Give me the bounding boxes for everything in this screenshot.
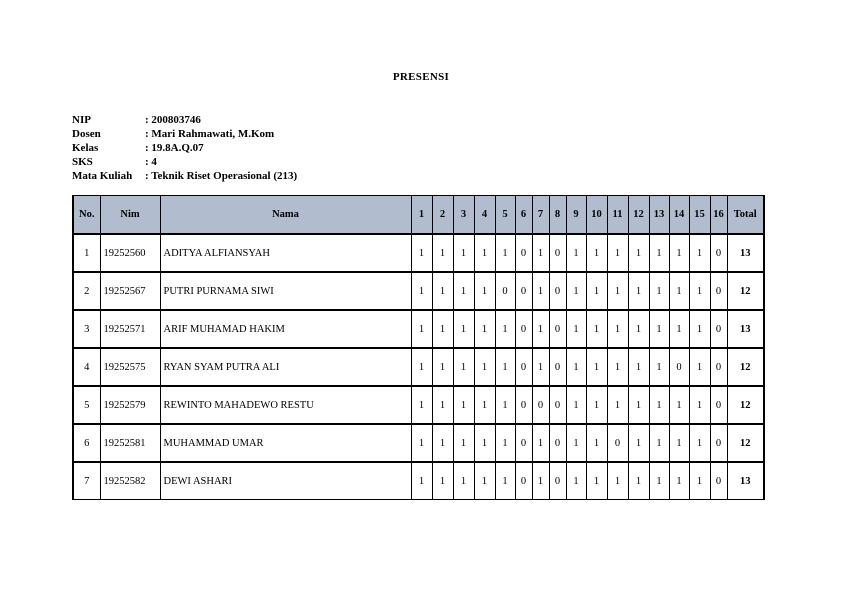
session-mark: 1 bbox=[689, 272, 710, 310]
row-nama: DEWI ASHARI bbox=[160, 462, 411, 500]
row-total: 13 bbox=[727, 462, 764, 500]
session-mark: 1 bbox=[586, 310, 607, 348]
row-no: 1 bbox=[73, 234, 100, 272]
row-total: 13 bbox=[727, 234, 764, 272]
meta-value: : Teknik Riset Operasional (213) bbox=[145, 170, 298, 182]
session-mark: 1 bbox=[432, 272, 453, 310]
row-no: 3 bbox=[73, 310, 100, 348]
session-mark: 1 bbox=[453, 424, 474, 462]
session-mark: 1 bbox=[607, 310, 628, 348]
session-mark: 1 bbox=[628, 424, 649, 462]
session-mark: 1 bbox=[607, 462, 628, 500]
header-nim: Nim bbox=[100, 196, 160, 235]
session-mark: 1 bbox=[586, 424, 607, 462]
row-total: 12 bbox=[727, 386, 764, 424]
row-nim: 19252560 bbox=[100, 234, 160, 272]
session-mark: 1 bbox=[532, 234, 549, 272]
session-mark: 1 bbox=[689, 462, 710, 500]
session-mark: 1 bbox=[474, 310, 495, 348]
meta-row-mata-kuliah bbox=[72, 169, 297, 183]
session-mark: 1 bbox=[649, 310, 669, 348]
session-mark: 1 bbox=[669, 234, 689, 272]
header-session-7: 7 bbox=[532, 196, 549, 235]
row-nim: 19252582 bbox=[100, 462, 160, 500]
meta-label: Mata Kuliah bbox=[72, 170, 133, 182]
header-session-8: 8 bbox=[549, 196, 566, 235]
meta-value: : 200803746 bbox=[145, 114, 201, 126]
header-session-5: 5 bbox=[495, 196, 515, 235]
session-mark: 1 bbox=[432, 348, 453, 386]
row-nim: 19252579 bbox=[100, 386, 160, 424]
session-mark: 1 bbox=[607, 272, 628, 310]
session-mark: 1 bbox=[453, 386, 474, 424]
page-title: PRESENSI bbox=[392, 71, 450, 83]
session-mark: 1 bbox=[495, 424, 515, 462]
session-mark: 1 bbox=[432, 462, 453, 500]
session-mark: 1 bbox=[689, 310, 710, 348]
header-session-12: 12 bbox=[628, 196, 649, 235]
table-row bbox=[73, 234, 764, 272]
row-nim: 19252571 bbox=[100, 310, 160, 348]
header-session-11: 11 bbox=[607, 196, 628, 235]
session-mark: 0 bbox=[515, 272, 532, 310]
session-mark: 1 bbox=[432, 310, 453, 348]
row-no: 6 bbox=[73, 424, 100, 462]
session-mark: 1 bbox=[628, 272, 649, 310]
session-mark: 0 bbox=[607, 424, 628, 462]
row-nim: 19252581 bbox=[100, 424, 160, 462]
session-mark: 1 bbox=[566, 310, 586, 348]
session-mark: 1 bbox=[566, 424, 586, 462]
table-header-row bbox=[73, 196, 764, 235]
row-nama: RYAN SYAM PUTRA ALI bbox=[160, 348, 411, 386]
session-mark: 1 bbox=[586, 386, 607, 424]
session-mark: 0 bbox=[515, 424, 532, 462]
header-session-14: 14 bbox=[669, 196, 689, 235]
header-session-2: 2 bbox=[432, 196, 453, 235]
session-mark: 1 bbox=[607, 234, 628, 272]
session-mark: 1 bbox=[566, 386, 586, 424]
meta-row-nip bbox=[72, 113, 297, 127]
session-mark: 1 bbox=[411, 424, 432, 462]
session-mark: 0 bbox=[515, 462, 532, 500]
table-row bbox=[73, 424, 764, 462]
row-no: 5 bbox=[73, 386, 100, 424]
session-mark: 1 bbox=[453, 348, 474, 386]
session-mark: 0 bbox=[515, 310, 532, 348]
header-session-16: 16 bbox=[710, 196, 727, 235]
row-total: 13 bbox=[727, 310, 764, 348]
header-session-15: 15 bbox=[689, 196, 710, 235]
meta-label: SKS bbox=[72, 156, 93, 168]
meta-label: Dosen bbox=[72, 128, 101, 140]
meta-row-sks bbox=[72, 155, 297, 169]
row-total: 12 bbox=[727, 272, 764, 310]
session-mark: 1 bbox=[474, 424, 495, 462]
session-mark: 1 bbox=[411, 234, 432, 272]
session-mark: 0 bbox=[669, 348, 689, 386]
session-mark: 1 bbox=[495, 310, 515, 348]
session-mark: 1 bbox=[669, 272, 689, 310]
session-mark: 1 bbox=[474, 272, 495, 310]
header-total: Total bbox=[727, 196, 764, 235]
session-mark: 0 bbox=[532, 386, 549, 424]
session-mark: 1 bbox=[649, 348, 669, 386]
table-row bbox=[73, 310, 764, 348]
session-mark: 0 bbox=[495, 272, 515, 310]
session-mark: 1 bbox=[532, 272, 549, 310]
session-mark: 1 bbox=[649, 462, 669, 500]
session-mark: 1 bbox=[532, 310, 549, 348]
session-mark: 1 bbox=[411, 386, 432, 424]
header-session-13: 13 bbox=[649, 196, 669, 235]
session-mark: 1 bbox=[566, 348, 586, 386]
session-mark: 1 bbox=[628, 234, 649, 272]
header-session-1: 1 bbox=[411, 196, 432, 235]
session-mark: 0 bbox=[549, 310, 566, 348]
session-mark: 0 bbox=[710, 272, 727, 310]
row-no: 7 bbox=[73, 462, 100, 500]
session-mark: 0 bbox=[549, 348, 566, 386]
header-session-10: 10 bbox=[586, 196, 607, 235]
session-mark: 1 bbox=[586, 462, 607, 500]
session-mark: 1 bbox=[628, 348, 649, 386]
session-mark: 1 bbox=[649, 424, 669, 462]
session-mark: 0 bbox=[710, 424, 727, 462]
row-nama: REWINTO MAHADEWO RESTU bbox=[160, 386, 411, 424]
session-mark: 1 bbox=[566, 272, 586, 310]
session-mark: 1 bbox=[453, 462, 474, 500]
meta-label: NIP bbox=[72, 114, 91, 126]
session-mark: 1 bbox=[607, 348, 628, 386]
session-mark: 1 bbox=[453, 272, 474, 310]
session-mark: 0 bbox=[549, 386, 566, 424]
session-mark: 0 bbox=[515, 348, 532, 386]
header-no: No. bbox=[73, 196, 100, 235]
session-mark: 1 bbox=[669, 310, 689, 348]
table-row bbox=[73, 462, 764, 500]
meta-value: : Mari Rahmawati, M.Kom bbox=[145, 128, 275, 140]
row-nim: 19252575 bbox=[100, 348, 160, 386]
session-mark: 1 bbox=[566, 462, 586, 500]
session-mark: 1 bbox=[411, 462, 432, 500]
session-mark: 1 bbox=[689, 348, 710, 386]
row-nama: ADITYA ALFIANSYAH bbox=[160, 234, 411, 272]
session-mark: 1 bbox=[411, 348, 432, 386]
session-mark: 0 bbox=[549, 272, 566, 310]
session-mark: 1 bbox=[566, 234, 586, 272]
session-mark: 1 bbox=[532, 424, 549, 462]
course-info bbox=[72, 113, 297, 183]
row-nama: ARIF MUHAMAD HAKIM bbox=[160, 310, 411, 348]
session-mark: 1 bbox=[628, 386, 649, 424]
session-mark: 1 bbox=[689, 234, 710, 272]
attendance-table bbox=[72, 195, 765, 500]
row-no: 4 bbox=[73, 348, 100, 386]
session-mark: 0 bbox=[515, 234, 532, 272]
session-mark: 1 bbox=[495, 386, 515, 424]
session-mark: 1 bbox=[432, 234, 453, 272]
session-mark: 1 bbox=[669, 424, 689, 462]
row-total: 12 bbox=[727, 424, 764, 462]
session-mark: 1 bbox=[453, 310, 474, 348]
header-session-4: 4 bbox=[474, 196, 495, 235]
session-mark: 1 bbox=[532, 462, 549, 500]
header-nama: Nama bbox=[160, 196, 411, 235]
session-mark: 1 bbox=[474, 386, 495, 424]
session-mark: 1 bbox=[649, 234, 669, 272]
session-mark: 1 bbox=[607, 386, 628, 424]
header-session-9: 9 bbox=[566, 196, 586, 235]
session-mark: 1 bbox=[669, 386, 689, 424]
session-mark: 0 bbox=[549, 424, 566, 462]
session-mark: 1 bbox=[432, 424, 453, 462]
session-mark: 1 bbox=[586, 234, 607, 272]
session-mark: 1 bbox=[474, 234, 495, 272]
session-mark: 0 bbox=[710, 386, 727, 424]
session-mark: 1 bbox=[495, 234, 515, 272]
session-mark: 0 bbox=[710, 462, 727, 500]
session-mark: 1 bbox=[495, 348, 515, 386]
row-nama: MUHAMMAD UMAR bbox=[160, 424, 411, 462]
header-session-3: 3 bbox=[453, 196, 474, 235]
meta-label: Kelas bbox=[72, 142, 99, 154]
session-mark: 1 bbox=[495, 462, 515, 500]
row-total: 12 bbox=[727, 348, 764, 386]
session-mark: 1 bbox=[689, 386, 710, 424]
session-mark: 0 bbox=[710, 234, 727, 272]
session-mark: 1 bbox=[474, 348, 495, 386]
session-mark: 0 bbox=[710, 348, 727, 386]
meta-row-dosen bbox=[72, 127, 297, 141]
row-nama: PUTRI PURNAMA SIWI bbox=[160, 272, 411, 310]
session-mark: 1 bbox=[532, 348, 549, 386]
session-mark: 1 bbox=[649, 386, 669, 424]
meta-value: : 4 bbox=[145, 156, 157, 168]
session-mark: 0 bbox=[710, 310, 727, 348]
session-mark: 1 bbox=[432, 386, 453, 424]
table-row bbox=[73, 348, 764, 386]
session-mark: 1 bbox=[474, 462, 495, 500]
session-mark: 0 bbox=[515, 386, 532, 424]
table-row bbox=[73, 386, 764, 424]
session-mark: 1 bbox=[628, 462, 649, 500]
session-mark: 1 bbox=[586, 272, 607, 310]
session-mark: 1 bbox=[628, 310, 649, 348]
table-body bbox=[73, 234, 764, 500]
session-mark: 1 bbox=[669, 462, 689, 500]
table-row bbox=[73, 272, 764, 310]
header-session-6: 6 bbox=[515, 196, 532, 235]
session-mark: 0 bbox=[549, 234, 566, 272]
row-nim: 19252567 bbox=[100, 272, 160, 310]
session-mark: 1 bbox=[586, 348, 607, 386]
session-mark: 0 bbox=[549, 462, 566, 500]
meta-row-kelas bbox=[72, 141, 297, 155]
session-mark: 1 bbox=[649, 272, 669, 310]
session-mark: 1 bbox=[689, 424, 710, 462]
meta-value: : 19.8A.Q.07 bbox=[145, 142, 204, 154]
session-mark: 1 bbox=[453, 234, 474, 272]
session-mark: 1 bbox=[411, 310, 432, 348]
session-mark: 1 bbox=[411, 272, 432, 310]
row-no: 2 bbox=[73, 272, 100, 310]
